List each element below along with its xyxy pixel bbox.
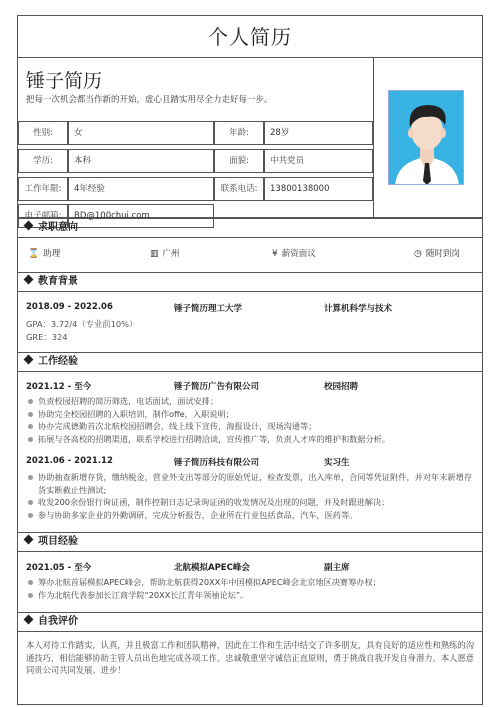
diamond-icon [24, 221, 34, 231]
work-2-company: 锤子简历科技有限公司 [174, 458, 260, 468]
list-item: 筹办北航首届模拟APEC峰会，帮助北航获得20XX年中国模拟APEC峰会北京地区决赛筹办权； [26, 576, 476, 589]
work-1-bullets [26, 395, 476, 445]
list-item: 协办完成德勤首次北航校园招聘会，线上线下宣传，海报设计，现场沟通等； [26, 420, 476, 433]
phone-value: 13800138000 [264, 177, 373, 201]
resume-title: 个人简历 [18, 16, 482, 58]
work-1-period: 2021.12 - 至今 [26, 382, 92, 392]
hourglass-icon: ⌛ [28, 249, 40, 259]
job-intent-row [18, 242, 482, 266]
intent-salary [272, 242, 316, 266]
intent-section-title: 求职意向 [38, 222, 78, 233]
self-eval-section-title: 自我评价 [38, 616, 78, 627]
list-item: 收发200余份银行询证函，制作控制日志记录询证函的收发情况及出现的问题，并及时跟进解决； [26, 496, 476, 509]
project-section-title: 项目经验 [38, 536, 78, 547]
politics-value: 中共党员 [264, 149, 373, 173]
work-2-role: 实习生 [324, 458, 350, 468]
work-section-title: 工作经验 [38, 356, 78, 367]
personal-info [18, 58, 482, 221]
intent-city [150, 242, 180, 266]
work-2-bullets [26, 471, 476, 521]
list-item: 协助抽查新增存货，缴纳税金，营业外支出等部分的原始凭证，检查发票，出入库单，合同等凭证附件，并对年末新增存货实断截止性测试; [26, 471, 476, 496]
email-label: 电子邮箱: [18, 204, 68, 228]
age-value: 28岁 [264, 121, 373, 145]
project-bullets [26, 576, 476, 601]
list-item: 负责校园招聘的简历筛选，电话面试，面试安排； [26, 395, 476, 408]
intent-availability [414, 242, 460, 266]
phone-label: 联系电话: [214, 177, 264, 201]
gender-value: 女 [68, 121, 214, 145]
building-icon: ▥ [150, 249, 159, 259]
motto: 把每一次机会都当作新的开始，虚心且踏实用尽全力走好每一步。 [26, 95, 273, 105]
edu-value: 本科 [68, 149, 214, 173]
education-period: 2018.09 - 2022.06 [26, 302, 113, 312]
education-major: 计算机科学与技术 [324, 304, 393, 314]
gpa-text: GPA：3.72/4（专业前10%） [26, 319, 138, 329]
profile-photo [388, 90, 464, 185]
list-item: 拓展与各高校的招聘渠道，联系学校进行招聘洽谈，宣传推广等，负责人才库的维护和数据分析。 [26, 433, 476, 446]
intent-availability-text: 随时到岗 [425, 249, 460, 259]
list-item: 作为北航代表参加长江商学院“20XX长江青年领袖论坛”。 [26, 589, 476, 602]
years-value: 4年经验 [68, 177, 214, 201]
work-section-header [18, 352, 482, 372]
resume-page [17, 15, 483, 705]
self-eval-text: 本人对待工作踏实，认真，并且极富工作和团队精神，因此在工作和生活中结交了许多朋友，具有良好的适应性和熟练的沟通技巧，相信能够协助主管人员出色地完成各项工作。忠诚敬重坚守诚信正直原则，勇于挑战自我开发自身潜力。本人愿意同贵公司共同发展、进步！ [26, 640, 475, 675]
list-item: 协助完全校园招聘的入职培训，制作offe，入职说明； [26, 408, 476, 421]
list-item: 参与协助多家企业的外勤调研，完成分析报告，企业所在行业包括食品，汽车，医药等。 [26, 509, 476, 522]
avatar-illustration [389, 91, 464, 185]
diamond-icon [24, 275, 34, 285]
intent-position-text: 助理 [43, 249, 61, 259]
gender-label: 性别: [18, 121, 68, 145]
gre-text: GRE：324 [26, 332, 68, 342]
work-1-role: 校园招聘 [324, 382, 359, 392]
intent-section-header [18, 218, 482, 238]
intent-salary-text: 薪资面议 [281, 249, 316, 259]
project-period: 2021.05 - 至今 [26, 563, 92, 573]
yen-icon: ¥ [272, 249, 278, 259]
self-eval-section-header [18, 612, 482, 632]
clock-icon: ◷ [414, 249, 422, 259]
project-name: 北航模拟APEC峰会 [174, 563, 250, 573]
work-1-company: 锤子简历广告有限公司 [174, 382, 260, 392]
years-label: 工作年限: [18, 177, 68, 201]
project-role: 副主席 [324, 563, 350, 573]
person-name: 锤子简历 [26, 70, 103, 92]
age-label: 年龄: [214, 121, 264, 145]
edu-label: 学历: [18, 149, 68, 173]
work-entry-2-head [26, 456, 476, 470]
education-section-title: 教育背景 [38, 276, 78, 287]
project-entry-head [26, 561, 476, 575]
politics-label: 面貌: [214, 149, 264, 173]
email-value: BD@100chui.com [68, 204, 214, 228]
photo-column [373, 58, 482, 218]
diamond-icon [24, 355, 34, 365]
education-school: 锤子简历理工大学 [174, 304, 243, 314]
diamond-icon [24, 615, 34, 625]
work-entry-1-head [26, 380, 476, 394]
education-entry-head [26, 302, 476, 316]
intent-position [28, 242, 60, 266]
education-section-header [18, 272, 482, 292]
diamond-icon [24, 535, 34, 545]
work-2-period: 2021.06 - 2021.12 [26, 456, 113, 466]
project-section-header [18, 532, 482, 552]
intent-city-text: 广州 [162, 249, 180, 259]
